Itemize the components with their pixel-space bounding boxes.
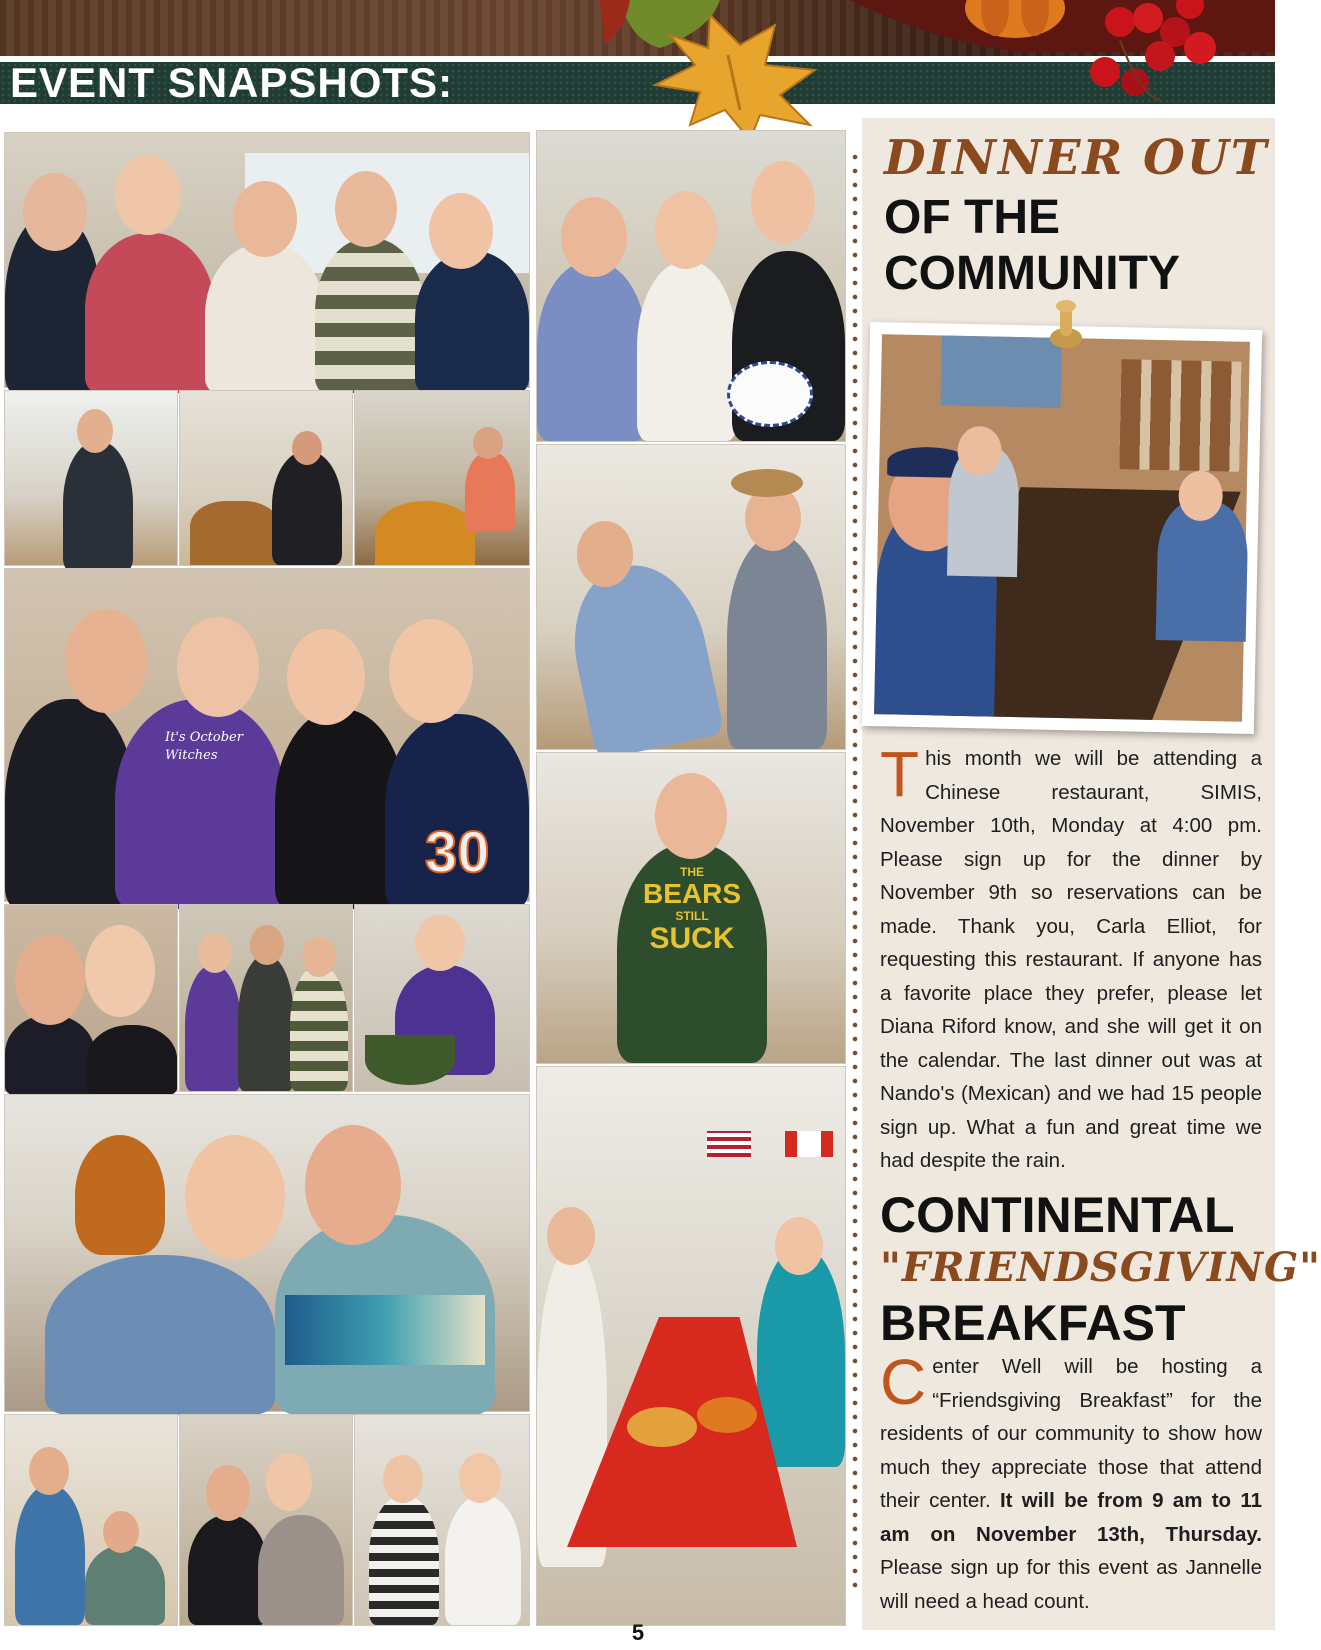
breakfast-body-end: Please sign up for this event as Jannelle will need a head count. xyxy=(880,1556,1262,1613)
page-title: EVENT SNAPSHOTS: xyxy=(10,59,454,106)
dinner-heading-script: DINNER OUT xyxy=(884,130,1269,186)
photo-two-women-plates xyxy=(354,1414,530,1626)
green-leaf-icon xyxy=(620,0,720,48)
photo-two-women-selfie xyxy=(4,904,178,1092)
dinner-body xyxy=(880,738,1262,1178)
breakfast-dropcap: C xyxy=(880,1346,927,1418)
breakfast-body-bold: It will be from 9 am to 11 am on November 13th, Thursday. xyxy=(880,1489,1263,1546)
breakfast-heading-script: "FRIENDSGIVING" xyxy=(880,1244,1321,1291)
shirt-text-the: THE xyxy=(680,865,704,879)
photo-two-women-hug xyxy=(179,1414,353,1626)
pushpin-icon xyxy=(1046,298,1086,358)
photo-couple-centerpiece xyxy=(4,1094,530,1412)
shirt-text-bears: BEARS xyxy=(642,878,741,909)
photo-three-seniors-plates xyxy=(536,130,846,442)
berry-icon xyxy=(1105,7,1135,37)
breakfast-heading-line1: CONTINENTAL xyxy=(880,1187,1235,1243)
shirt-text-still: STILL xyxy=(675,909,709,923)
dotted-divider xyxy=(852,150,858,1595)
dinner-polaroid-photo xyxy=(862,322,1262,734)
purple-shirt-text: It's October Witches xyxy=(165,730,243,763)
dinner-heading-line2: OF THE xyxy=(884,191,1060,244)
photo-buffet-table-red xyxy=(536,1066,846,1626)
breakfast-body xyxy=(880,1346,1263,1618)
jersey-number: 30 xyxy=(425,820,490,885)
breakfast-heading-line3: BREAKFAST xyxy=(880,1295,1186,1351)
dinner-body-text: his month we will be attending a Chinese restaurant, SIMIS, November 10th, Monday at 4:00 pm. Please sign up for the dinner by November 9th so reservations can be made. Thank you, Carla Elliot, for requesting this restaurant. If anyone has a favorite place they prefer, please let Diana Riford know, and she will get it on the calendar. The last dinner out was at Nando's (Mexican) and we had 15 people sign up. What a fun and great time we had despite the rain. xyxy=(880,747,1262,1172)
photo-two-men xyxy=(4,1414,178,1626)
photo-three-guests xyxy=(179,904,353,1092)
breakfast-body-start: enter Well will be hosting a “Friendsgiving Breakfast” for the residents of our community to show how much they appreciate those that attend their center. xyxy=(880,1355,1262,1512)
photo-buffet-line xyxy=(536,444,846,750)
dinner-heading-line3: COMMUNITY xyxy=(884,247,1180,300)
page-number: 5 xyxy=(631,1620,645,1645)
photo-man-dining-room xyxy=(4,390,178,566)
shirt-text-suck: SUCK xyxy=(649,922,735,955)
photo-centerpiece-table xyxy=(179,390,353,566)
photo-four-women-kitchen xyxy=(4,568,530,902)
photo-five-women xyxy=(4,132,530,388)
photo-salad-bowl xyxy=(354,904,530,1092)
photo-bears-shirt xyxy=(536,752,846,1064)
dinner-dropcap: T xyxy=(880,738,920,810)
photo-table-guests xyxy=(354,390,530,566)
